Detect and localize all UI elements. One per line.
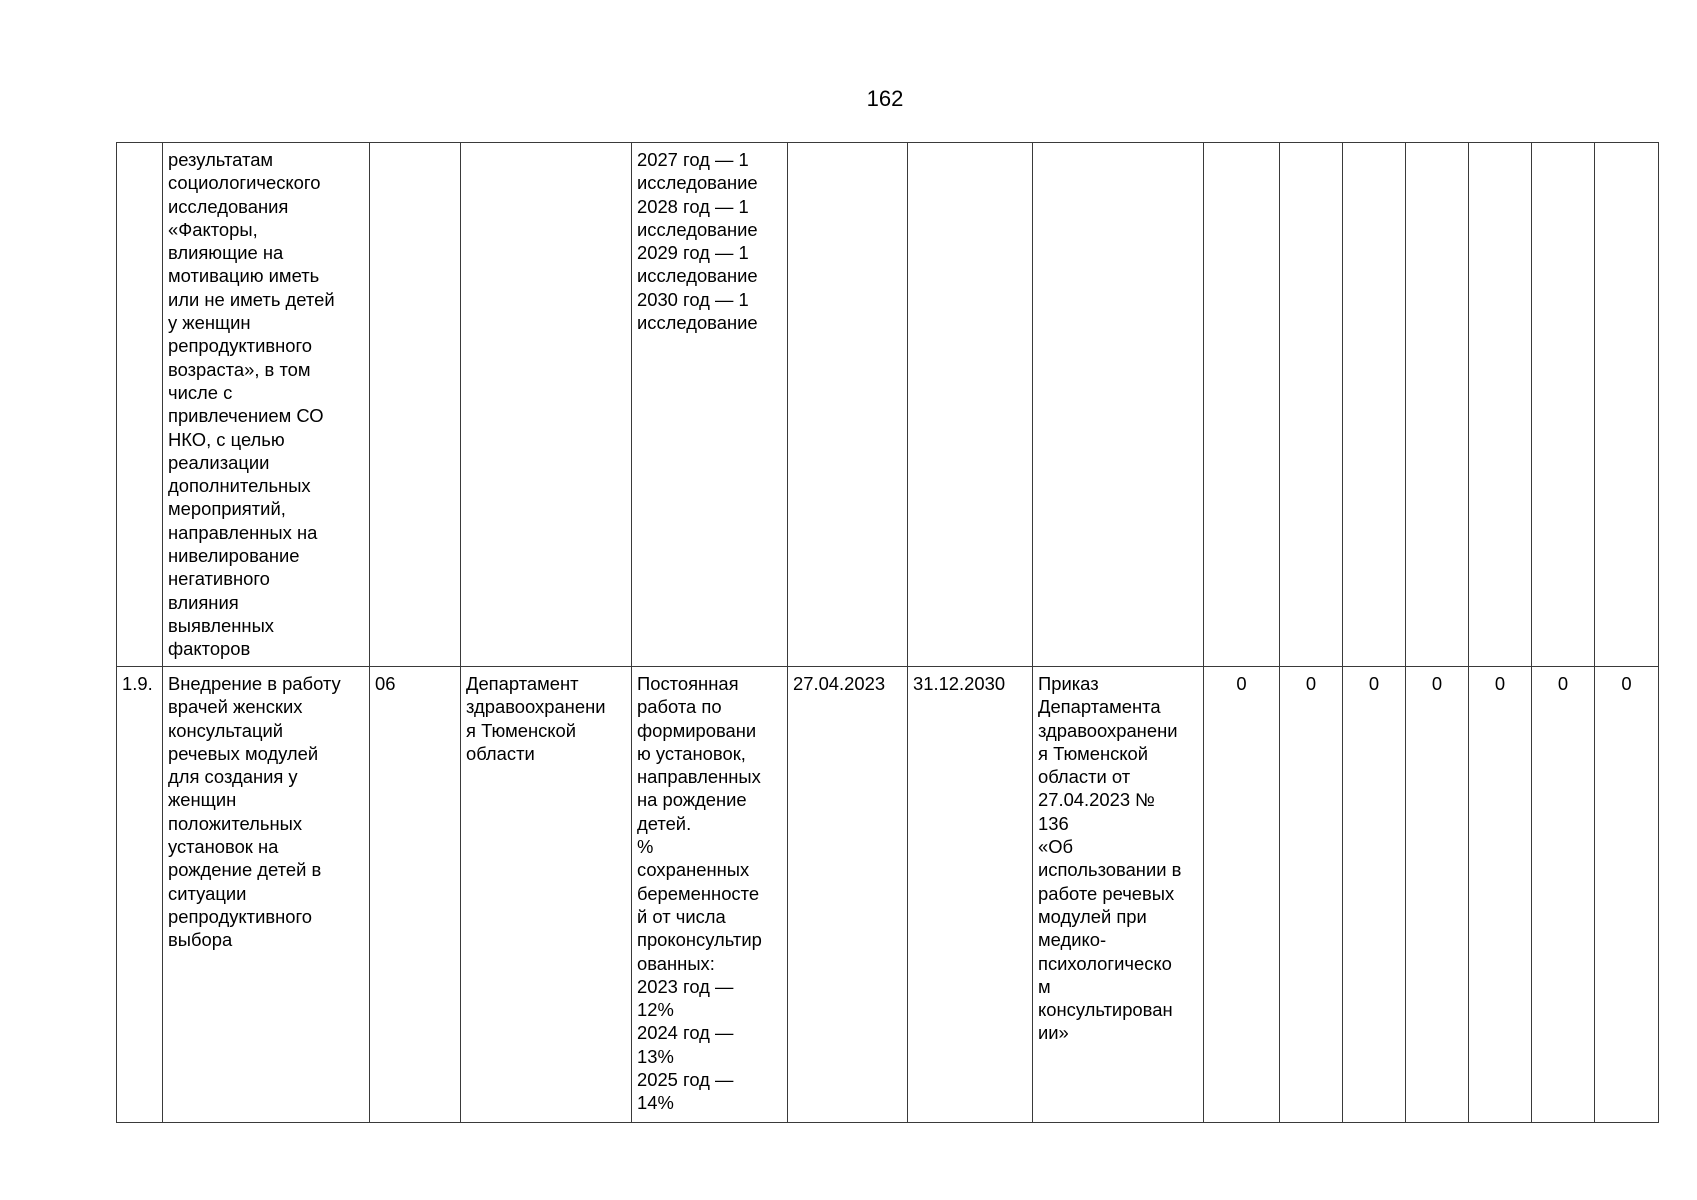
cell-document [1033,143,1204,667]
cell-text-line: 13% [637,1045,674,1067]
cell-value [1343,143,1406,667]
cell-text-line: выявленных [168,614,274,636]
cell-text-line: психологическо [1038,952,1172,974]
cell-end-date [908,143,1033,667]
cell-document [1033,667,1204,1123]
cell-text-line: ситуации [168,882,247,904]
cell-text-line: исследования [168,195,289,217]
cell-text-line: влияния [168,591,239,613]
cell-text-line: направленных [637,766,761,788]
cell-text-line: проконсультир [637,929,762,951]
cell-value [1532,143,1595,667]
cell-number: 1.9. [117,667,163,1123]
cell-value [1406,143,1469,667]
cell-text-line: детей. [637,812,692,834]
cell-text-line: ю установок, [637,742,746,764]
cell-text-line: 136 [1038,812,1069,834]
table-row [117,667,1659,1123]
cell-code [370,143,461,667]
cell-text-line: исследование [637,265,758,287]
cell-text-line: 27.04.2023 № [1038,789,1155,811]
cell-text-line: речевых модулей [168,742,319,764]
cell-text-line: «Об [1038,836,1074,858]
cell-text-line: й от числа [637,905,726,927]
cell-text-line: исследование [637,312,758,334]
cell-text-line: консультирован [1038,999,1173,1021]
cell-value [1204,143,1280,667]
cell-value: 0 [1343,667,1406,1123]
cell-text-line: социологического [168,172,321,194]
cell-value: 0 [1406,667,1469,1123]
cell-end-date: 31.12.2030 [908,667,1033,1123]
cell-text-line: я Тюменской [466,719,577,741]
cell-text-line: негативного [168,568,270,590]
cell-text-line: работе речевых [1038,882,1175,904]
cell-executor [461,667,632,1123]
cell-text-line: Департамент [466,673,579,694]
cell-text-line: 14% [637,1092,674,1114]
cell-measure-name [163,143,370,667]
cell-text-line: формировани [637,719,757,741]
cell-text-line: % [637,836,654,858]
cell-text-line: 2029 год — 1 [637,242,749,264]
cell-text-line: влияющие на [168,242,284,264]
cell-text-line: здравоохранени [466,696,606,718]
cell-value: 0 [1532,667,1595,1123]
cell-measure-name [163,667,370,1123]
cell-text-line: числе с [168,381,233,403]
plan-table [116,142,1659,1123]
cell-text-line: врачей женских [168,696,303,718]
cell-value: 0 [1469,667,1532,1123]
cell-start-date [788,143,908,667]
cell-result [632,667,788,1123]
cell-value [1595,143,1659,667]
cell-text-line: 2028 год — 1 [637,195,749,217]
cell-text-line: положительных [168,812,303,834]
cell-text-line: на рождение [637,789,747,811]
cell-text-line: 2025 год — [637,1069,734,1091]
cell-text-line: консультаций [168,719,284,741]
cell-text-line: направленных на [168,521,318,543]
cell-value: 0 [1204,667,1280,1123]
cell-text-line: 2030 год — 1 [637,288,749,310]
cell-text-line: беременносте [637,882,760,904]
cell-text-line: модулей при [1038,905,1147,927]
cell-text-line: у женщин [168,312,251,334]
page-number: 162 [866,86,904,111]
cell-text-line: использовании в [1038,859,1182,881]
cell-text-line: Внедрение в работу [168,673,341,694]
cell-text-line: 2023 год — [637,975,734,997]
cell-text-line: я Тюменской [1038,742,1149,764]
cell-text-line: 12% [637,999,674,1021]
cell-text-line: Департамента [1038,696,1161,718]
cell-text-line: Приказ [1038,673,1099,694]
cell-text-line: репродуктивного [168,905,313,927]
cell-text-line: м [1038,975,1051,997]
cell-executor [461,143,632,667]
cell-text-line: реализации [168,451,270,473]
table-row [117,143,1659,667]
cell-text-line: репродуктивного [168,335,313,357]
cell-text-line: НКО, с целью [168,428,285,450]
cell-text-line: здравоохранени [1038,719,1178,741]
cell-text-line: рождение детей в [168,859,322,881]
cell-text-line: результатам [168,149,274,170]
cell-text-line: привлечением СО [168,405,324,427]
cell-value [1469,143,1532,667]
cell-text-line: женщин [168,789,237,811]
cell-text-line: области [466,742,535,764]
cell-text-line: «Факторы, [168,218,258,240]
cell-text-line: исследование [637,218,758,240]
cell-text-line: или не иметь детей [168,288,335,310]
cell-text-line: нивелирование [168,545,300,567]
cell-text-line: для создания у [168,766,298,788]
cell-text-line: ованных: [637,952,715,974]
cell-text-line: Постоянная [637,673,739,694]
cell-text-line: работа по [637,696,722,718]
cell-text-line: 2024 год — [637,1022,734,1044]
cell-result [632,143,788,667]
cell-text-line: сохраненных [637,859,750,881]
cell-text-line: исследование [637,172,758,194]
cell-text-line: выбора [168,929,233,951]
cell-number [117,143,163,667]
cell-value [1280,143,1343,667]
cell-text-line: мероприятий, [168,498,286,520]
cell-text-line: 2027 год — 1 [637,149,749,170]
cell-text-line: факторов [168,638,251,660]
cell-text-line: возраста», в том [168,358,311,380]
cell-code: 06 [370,667,461,1123]
cell-value: 0 [1280,667,1343,1123]
cell-text-line: медико- [1038,929,1107,951]
cell-text-line: мотивацию иметь [168,265,320,287]
cell-start-date: 27.04.2023 [788,667,908,1123]
cell-text-line: ии» [1038,1022,1069,1044]
cell-text-line: установок на [168,836,279,858]
cell-value: 0 [1595,667,1659,1123]
cell-text-line: области от [1038,766,1131,788]
cell-text-line: дополнительных [168,475,311,497]
